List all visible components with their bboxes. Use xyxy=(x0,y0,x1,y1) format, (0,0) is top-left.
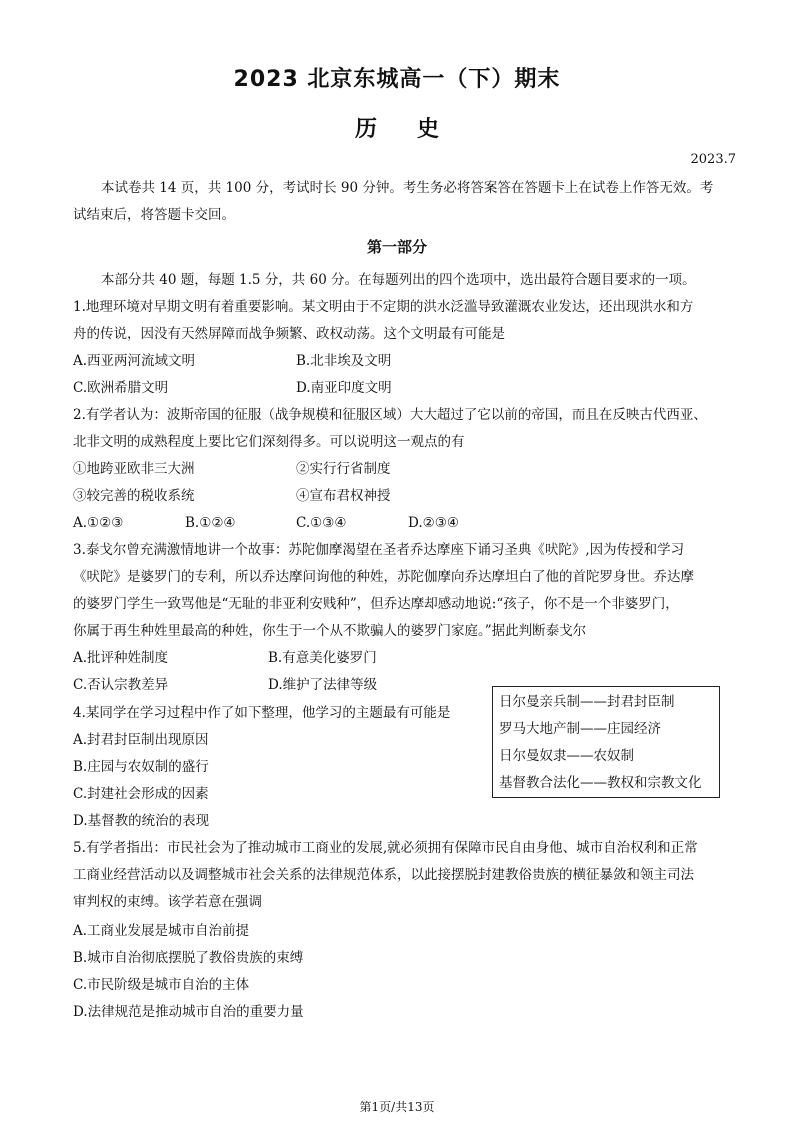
q2-item-3: ③较完善的税收系统 xyxy=(73,488,195,504)
q2-stem-line-1: 2.有学者认为：波斯帝国的征服（战争规模和征服区域）大大超过了它以前的帝国，而且在反映古代西亚、 xyxy=(73,407,707,423)
q4-option-d: D.基督教的统治的表现 xyxy=(73,813,210,829)
q3-stem-line-2: 《吠陀》是婆罗门的专利，所以乔达摩问询他的种姓，苏陀伽摩向乔达摩坦白了他的首陀罗身世。乔达摩 xyxy=(73,569,694,585)
q2-option-a: A.①②③ xyxy=(73,515,124,531)
page-number: 第1页/共13页 xyxy=(359,1100,435,1114)
q1-option-a: A.西亚两河流域文明 xyxy=(73,353,196,369)
q5-stem-line-3: 审判权的束缚。该学若意在强调 xyxy=(73,894,262,910)
q3-option-c: C.否认宗教差异 xyxy=(73,677,169,693)
q3-option-a: A.批评种姓制度 xyxy=(73,650,169,666)
q1-stem-line-2: 舟的传说，因没有天然屏障而战争频繁、政权动荡。这个文明最有可能是 xyxy=(73,326,505,342)
q4-option-c: C.封建社会形成的因素 xyxy=(73,786,209,802)
section-title: 第一部分 xyxy=(366,238,427,256)
q3-stem-line-3: 的婆罗门学生一致骂他是“无耻的非亚利安贱种”，但乔达摩却感动地说:“孩子，你不是一个非婆罗门， xyxy=(73,596,679,612)
q2-option-b: B.①②④ xyxy=(185,515,236,531)
exam-date: 2023.7 xyxy=(690,152,736,167)
q3-option-b: B.有意美化婆罗门 xyxy=(268,650,377,666)
q1-option-d: D.南亚印度文明 xyxy=(296,380,392,396)
q4-stem: 4.某同学在学习过程中作了如下整理，他学习的主题最有可能是 xyxy=(73,705,451,721)
q3-stem-line-4: 你属于再生种姓里最高的种姓，你生于一个从不欺骗人的婆罗门家庭。”据此判断泰戈尔 xyxy=(73,623,587,639)
q4-source-box xyxy=(492,686,720,798)
q2-item-2: ②实行行省制度 xyxy=(296,461,391,477)
q1-option-c: C.欧洲希腊文明 xyxy=(73,380,169,396)
q4-option-a: A.封君封臣制出现原因 xyxy=(73,732,209,748)
q2-option-d: D.②③④ xyxy=(408,515,459,531)
q3-option-d: D.维护了法律等级 xyxy=(268,677,378,693)
q3-stem-line-1: 3.泰戈尔曾充满激情地讲一个故事：苏陀伽摩渴望在圣者乔达摩座下诵习圣典《吠陀》,因为传授和学习 xyxy=(73,542,685,558)
subject-title: 历史 xyxy=(354,117,479,142)
q5-stem-line-1: 5.有学者指出：市民社会为了推动城市工商业的发展,就必须拥有保障市民自由身他、城市自治权利和正常 xyxy=(73,840,698,856)
q1-option-b: B.北非埃及文明 xyxy=(296,353,392,369)
q5-option-a: A.工商业发展是城市自治前提 xyxy=(73,923,250,939)
q4-box-line-3: 日尔曼奴隶——农奴制 xyxy=(499,748,634,764)
q4-box-line-1: 日尔曼亲兵制——封君封臣制 xyxy=(499,694,675,710)
q1-stem-line-1: 1.地理环境对早期文明有着重要影响。某文明由于不定期的洪水泛滥导致灌溉农业发达，还出现洪水和方 xyxy=(73,299,694,315)
q5-stem-line-2: 工商业经营活动以及调整城市社会关系的法律规范体系，以此接摆脱封建教俗贵族的横征暴敛和领主司法 xyxy=(73,867,694,883)
q2-item-4: ④宣布君权神授 xyxy=(296,488,391,504)
q2-stem-line-2: 北非文明的成熟程度上要比它们深刻得多。可以说明这一观点的有 xyxy=(73,434,465,450)
q5-option-b: B.城市自治彻底摆脱了教俗贵族的束缚 xyxy=(73,950,304,966)
q2-option-c: C.①③④ xyxy=(296,515,347,531)
instructions-line-1: 本试卷共 14 页，共 100 分，考试时长 90 分钟。考生务必将答案答在答题卡上在试卷上作答无效。考 xyxy=(101,180,714,196)
q4-box-line-2: 罗马大地产制——庄园经济 xyxy=(499,721,661,737)
q4-box-line-4: 基督教合法化——教权和宗教文化 xyxy=(499,775,702,791)
q5-option-c: C.市民阶级是城市自治的主体 xyxy=(73,977,250,993)
q5-option-d: D.法律规范是推动城市自治的重要力量 xyxy=(73,1004,304,1020)
exam-title: 2023 北京东城高一（下）期末 xyxy=(233,67,561,92)
section-intro: 本部分共 40 题，每题 1.5 分，共 60 分。在每题列出的四个选项中，选出最符合题目要求的一项。 xyxy=(101,272,696,288)
instructions-line-2: 试结束后，将答题卡交回。 xyxy=(73,207,235,223)
q4-option-b: B.庄园与农奴制的盛行 xyxy=(73,759,209,775)
q2-item-1: ①地跨亚欧非三大洲 xyxy=(73,461,195,477)
